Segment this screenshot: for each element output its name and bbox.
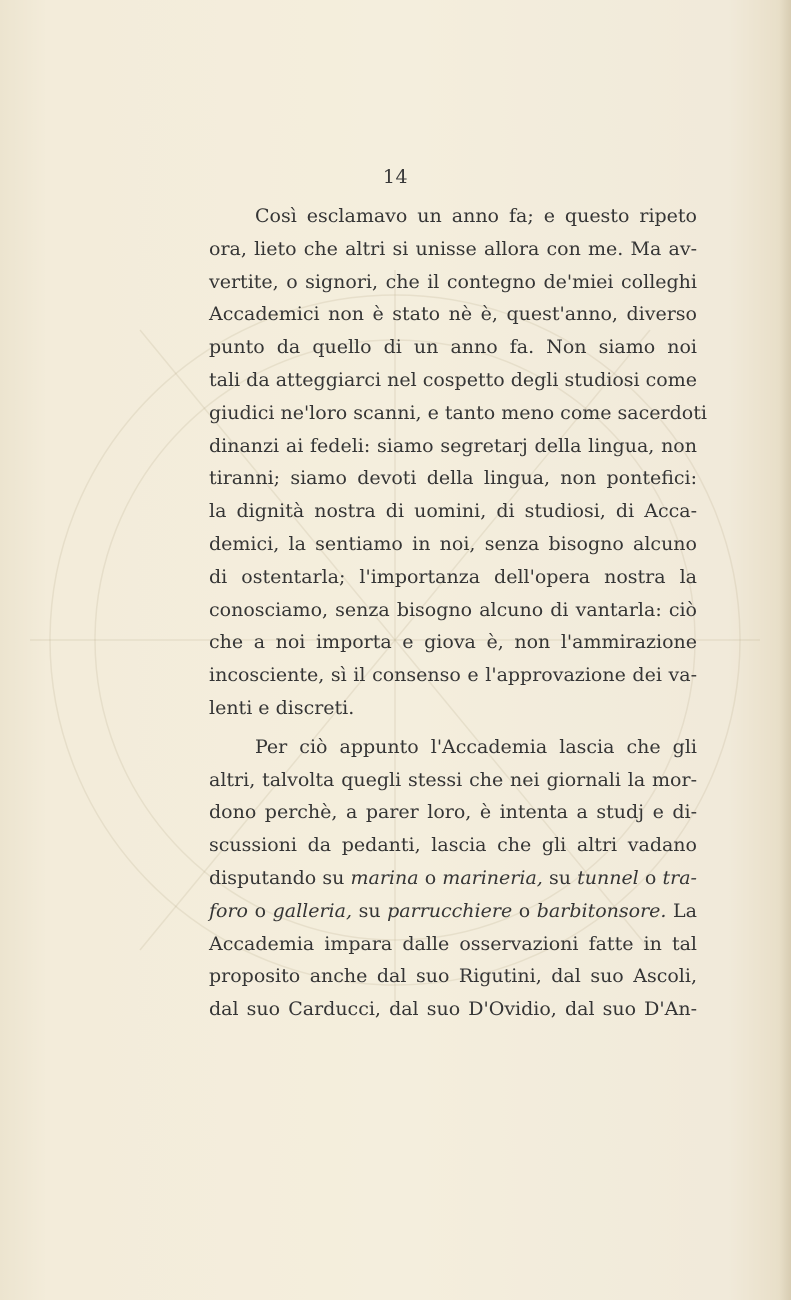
text-line: giudici ne'loro scanni, e tanto meno come sacerdoti xyxy=(209,401,707,424)
text-line: demici, la sentiamo in noi, senza bisogno alcuno xyxy=(209,532,697,555)
text-line: Per ciò appunto l'Accademia lascia che gli xyxy=(255,735,697,758)
text-line: conosciamo, senza bisogno alcuno di vantarla: ciò xyxy=(209,598,697,621)
page-edge-shadow xyxy=(779,0,791,1300)
page-number: 14 xyxy=(382,166,409,188)
text-line: ora, lieto che altri si unisse allora con me. Ma av- xyxy=(209,237,697,260)
text-line: Accademia impara dalle osservazioni fatte in tal xyxy=(209,932,697,955)
body-text xyxy=(209,200,707,1026)
text-line: dal suo Carducci, dal suo D'Ovidio, dal suo D'An- xyxy=(209,998,697,1021)
text-line: disputando su marina o marineria, su tunnel o tra- xyxy=(209,866,697,889)
text-line: la dignità nostra di uomini, di studiosi, di Acca- xyxy=(209,500,697,523)
text-line: punto da quello di un anno fa. Non siamo noi xyxy=(209,336,697,359)
text-line: che a noi importa e giova è, non l'ammirazione xyxy=(209,631,697,654)
text-line: altri, talvolta quegli stessi che nei giornali la mor- xyxy=(209,768,697,791)
text-line: Così esclamavo un anno fa; e questo ripeto xyxy=(255,205,697,227)
text-line: dinanzi ai fedeli: siamo segretarj della lingua, non xyxy=(209,434,697,457)
text-line: tali da atteggiarci nel cospetto degli studiosi come xyxy=(209,368,697,391)
text-line: Accademici non è stato nè è, quest'anno, diverso xyxy=(209,303,697,326)
text-line: di ostentarla; l'importanza dell'opera nostra la xyxy=(209,565,697,588)
text-line: proposito anche dal suo Rigutini, dal suo Ascoli, xyxy=(209,965,697,988)
text-line: dono perchè, a parer loro, è intenta a studj e di- xyxy=(209,801,697,824)
text-line: lenti e discreti. xyxy=(209,696,355,719)
text-line: tiranni; siamo devoti della lingua, non pontefici: xyxy=(209,467,697,490)
text-line: scussioni da pedanti, lascia che gli altri vadano xyxy=(209,834,697,857)
text-line: vertite, o signori, che il contegno de'miei colleghi xyxy=(209,270,697,293)
text-line: incosciente, sì il consenso e l'approvazione dei va- xyxy=(209,664,697,687)
text-line: foro o galleria, su parrucchiere o barbitonsore. La xyxy=(209,899,697,922)
